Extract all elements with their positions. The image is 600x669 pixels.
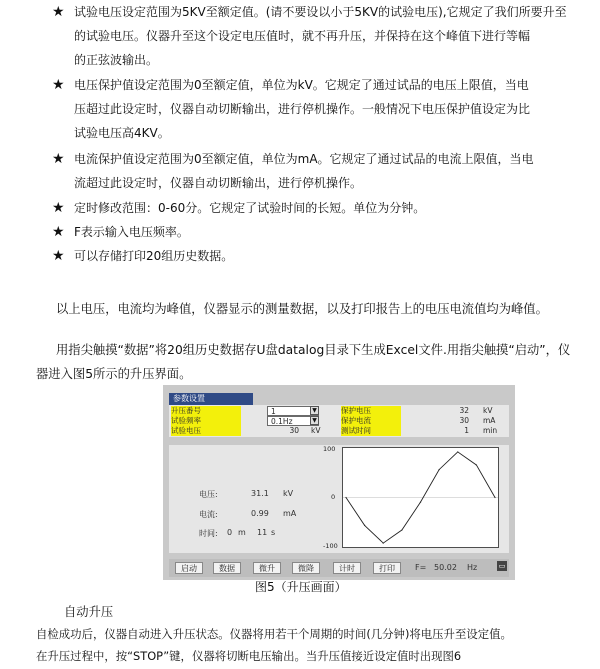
bullet-line: 电压保护值设定范围为0至额定值，单位为kV。它规定了通过试品的电压上限值，当电 xyxy=(74,78,529,92)
bullet-item xyxy=(52,244,572,268)
data-point xyxy=(476,464,477,465)
test-voltage-value[interactable]: 30 xyxy=(289,426,299,435)
data-point xyxy=(345,497,346,498)
lower-button[interactable]: 微降 xyxy=(292,562,320,574)
param-label: 测试时间 xyxy=(341,426,401,436)
star-icon: ★ xyxy=(52,224,65,240)
screen-button-bar xyxy=(169,559,509,577)
screen-title: 参数设置 xyxy=(169,393,253,405)
param-label: 升压番号 xyxy=(171,406,241,416)
raise-button[interactable]: 微升 xyxy=(253,562,281,574)
data-point xyxy=(457,451,458,452)
time-label: 时间: xyxy=(199,529,218,538)
bullet-line: 压超过此设定时，仪器自动切断输出，进行停机操作。一般情况下电压保护值设定为比 xyxy=(74,102,531,116)
waveform-chart xyxy=(342,447,499,548)
param-label: 试验频率 xyxy=(171,416,241,426)
bullet-line: 电流保护值设定范围为0至额定值，单位为mA。它规定了通过试品的电流上限值，当电 xyxy=(74,152,534,166)
data-point xyxy=(494,497,495,498)
bullet-item xyxy=(52,73,572,145)
y-tick-label: 0 xyxy=(331,493,336,501)
data-point xyxy=(401,529,402,530)
param-unit: kV xyxy=(483,406,493,415)
start-button[interactable]: 启动 xyxy=(175,562,203,574)
bullet-line: 可以存储打印20组历史数据。 xyxy=(74,249,234,263)
current-label: 电流: xyxy=(199,510,218,519)
star-icon: ★ xyxy=(52,200,65,216)
param-value: 30 xyxy=(459,416,469,425)
param-unit: mA xyxy=(483,416,496,425)
peak-note: 以上电压，电流均为峰值，仪器显示的测量数据，以及打印报告上的电压电流值均为峰值。 xyxy=(56,302,548,316)
star-icon: ★ xyxy=(52,151,65,167)
timer-button[interactable]: 计时 xyxy=(333,562,361,574)
data-point xyxy=(439,469,440,470)
bullet-line: 试验电压设定范围为5KV至额定值。(请不要设以小于5KV的试验电压),它规定了我们所要升至 xyxy=(74,5,567,19)
chevron-down-icon[interactable]: ▼ xyxy=(310,416,319,425)
star-icon: ★ xyxy=(52,248,65,264)
data-point xyxy=(364,525,365,526)
bullet-line: 定时修改范围：0-60分。它规定了试验时间的长短。单位为分钟。 xyxy=(74,201,426,215)
time-min-unit: m xyxy=(238,528,246,537)
keyboard-icon[interactable]: ▭ xyxy=(498,562,506,570)
boost-screen-screenshot xyxy=(163,385,515,580)
figure-caption: 图5（升压画面） xyxy=(255,580,347,594)
voltage-label: 电压: xyxy=(199,490,218,499)
frequency-label: F= xyxy=(415,563,427,572)
voltage-unit: kV xyxy=(283,489,294,498)
param-label: 试验电压 xyxy=(171,426,241,436)
bullet-line: 流超过此设定时，仪器自动切断输出，进行停机操作。 xyxy=(74,176,363,190)
frequency-select[interactable]: 0.1Hz xyxy=(267,416,319,426)
star-icon: ★ xyxy=(52,77,65,93)
time-sec-value: 11 xyxy=(257,528,268,537)
param-label: 保护电流 xyxy=(341,416,401,426)
frequency-value: 50.02 xyxy=(434,563,457,572)
boost-number-select[interactable]: 1 xyxy=(267,406,319,416)
current-value: 0.99 xyxy=(251,509,269,518)
star-icon: ★ xyxy=(52,4,65,20)
parameter-grid xyxy=(169,405,509,437)
param-unit: kV xyxy=(311,426,321,435)
y-tick-label: 100 xyxy=(323,445,336,453)
frequency-unit: Hz xyxy=(467,563,478,572)
param-value: 1 xyxy=(464,426,469,435)
data-point xyxy=(383,542,384,543)
data-instructions: 用指尖触摸“数据”将20组历史数据存U盘datalog目录下生成Excel文件.用指尖触摸“启动”，仪器进入图5所示的升压界面。 xyxy=(36,343,571,381)
print-button[interactable]: 打印 xyxy=(373,562,401,574)
data-point xyxy=(420,502,421,503)
current-unit: mA xyxy=(283,509,297,518)
bullet-item xyxy=(52,220,572,244)
voltage-value: 31.1 xyxy=(251,489,269,498)
bullet-line: 的正弦波输出。 xyxy=(74,53,159,67)
param-value: 32 xyxy=(459,406,469,415)
body-line: 自检成功后，仪器自动进入升压状态。仪器将用若干个周期的时间(几分钟)将电压升至设定值。 xyxy=(36,627,512,641)
bullet-item xyxy=(52,147,572,195)
bullet-item xyxy=(52,0,572,72)
waveform-svg xyxy=(343,448,498,547)
param-label: 保护电压 xyxy=(341,406,401,416)
param-unit: min xyxy=(483,426,498,435)
bullet-line: 试验电压高4KV。 xyxy=(74,126,170,140)
time-sec-unit: s xyxy=(271,528,276,537)
body-line: 在升压过程中，按“STOP”键，仪器将切断电压输出。当升压值接近设定值时出现图6 xyxy=(36,649,462,663)
measurement-panel xyxy=(169,445,509,553)
bullet-line: F表示输入电压频率。 xyxy=(74,225,189,239)
chevron-down-icon[interactable]: ▼ xyxy=(310,406,319,415)
bullet-item xyxy=(52,196,572,220)
y-tick-label: -100 xyxy=(323,542,338,550)
section-title: 自动升压 xyxy=(64,605,114,619)
bullet-line: 的试验电压。仪器升至这个设定电压值时，就不再升压，并保持在这个峰值下进行等幅 xyxy=(74,29,531,43)
time-min-value: 0 xyxy=(227,528,233,537)
data-button[interactable]: 数据 xyxy=(213,562,241,574)
